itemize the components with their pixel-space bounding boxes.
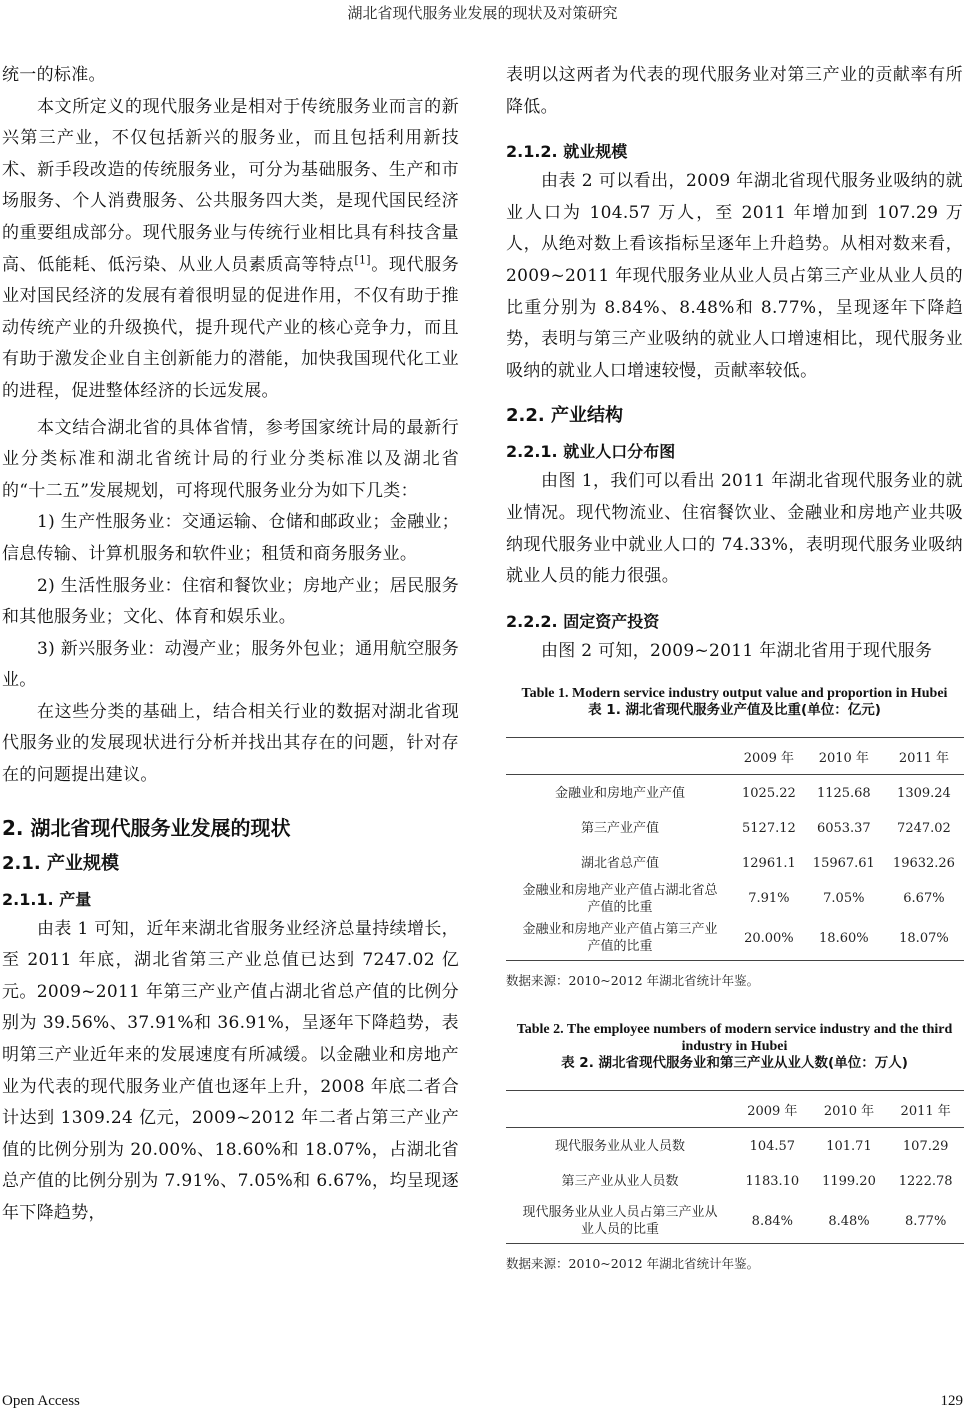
subsection-heading: 2.1. 产业规模 (2, 852, 119, 874)
row-label: 第三产业从业人员数 (561, 1174, 679, 1190)
table-cell: 7.91% (748, 891, 790, 907)
paragraph-employment: 由表 2 可以看出，2009 年湖北省现代服务业吸纳的就业人口为 104.57 万人，至 2011 年增加到 107.29 万人，从绝对数上看该指标呈逐年上升趋势。从相对数来看，2009~2011 年现代服务业从业人员占第三产业从业人员的比重分别为 8.84%、8.48%和 8.77%，呈现逐年下降趋势，表明与第三产业吸纳的就业人口增速相比，现代服务业吸纳的就业人口增速较慢，贡献率较低。 (506, 171, 963, 381)
subsubsection-heading: 2.2.2. 固定资产投资 (506, 611, 660, 631)
table2-caption-zh: 表 2. 湖北省现代服务业和第三产业从业人数(单位：万人) (561, 1055, 908, 1072)
row-label: 金融业和房地产业产值占第三产业产值的比重 (506, 916, 734, 961)
table1-caption (506, 685, 963, 719)
row-label: 湖北省总产值 (580, 856, 659, 872)
table2-caption-en: Table 2. The employee numbers of modern service industry and the third industry in Hubei (516, 1022, 953, 1055)
row-label: 现代服务业从业人员占第三产业从业人员的比重 (506, 1199, 734, 1244)
table1-header-cell: 2011 年 (884, 738, 964, 775)
row-label: 金融业和房地产业产值 (554, 786, 685, 802)
paragraph-definition (2, 92, 459, 408)
table1-caption-en: Table 1. Modern service industry output value and proportion in Hubei (521, 686, 948, 702)
journal-footer: Open Access (2, 1393, 80, 1409)
table-cell: 20.00% (734, 916, 804, 961)
paragraph: 在这些分类的基础上，结合相关行业的数据对湖北省现代服务业的发展现状进行分析并找出其存在的问题，针对存在的问题提出建议。 (2, 701, 459, 786)
paragraph-output: 由表 1 可知，近年来湖北省服务业经济总量持续增长，至 2011 年底，湖北省第三产业总值已达到 7247.02 亿元。2009~2011 年第三产业产值占湖北省总产值的比例分别为 39.56%、37.91%和 36.91%，呈逐年下降趋势，表明第三产业近年来的发展速度有所减缓。以金融业和房地产业为代表的现代服务业产值也逐年上升，2008 年底二者合计达到 1309.24 亿元，2009~2012 年二者占第三产业产值的比例分别为 20.00%、18.60%和 18.07%，占湖北省总产值的比例分别为 7.91%、7.05%和 6.67%，均呈现逐年下降趋势， (2, 918, 459, 1223)
paragraph-text: 本文所定义的现代服务业是相对于传统服务业而言的新兴第三产业，不仅包括新兴的服务业，而且包括利用新技术、新手段改造的传统服务业，可分为基础服务、生产和市场服务、个人消费服务、公共服务四大类，是现代国民经济的重要组成部分。现代服务业与传统行业相比具有科技含量高、低能耗、低污染、从业人员素质高等特点 (2, 96, 459, 275)
table-row (506, 916, 964, 961)
table-row (506, 1199, 964, 1244)
paragraph: 统一的标准。 (2, 65, 106, 85)
table-cell: 1125.68 (816, 786, 871, 802)
subsubsection-heading: 2.2.1. 就业人口分布图 (506, 442, 676, 462)
table-cell: 101.71 (826, 1139, 872, 1155)
table-cell: 8.84% (734, 1199, 811, 1244)
table-cell: 1309.24 (897, 786, 951, 802)
table2-source: 数据来源：2010~2012 年湖北省统计年鉴。 (506, 1256, 760, 1272)
table-cell: 1199.20 (822, 1174, 876, 1190)
table-row (506, 1128, 964, 1165)
right-column (506, 60, 963, 1272)
table2-header-cell: 2010 年 (811, 1091, 888, 1128)
table1-header-cell (506, 738, 734, 775)
paragraph-distribution: 由图 1，我们可以看出 2011 年湖北省现代服务业的就业情况。现代物流业、住宿餐饮业、金融业和房地产业共吸纳现代服务业中就业人口的 74.33%，表明现代服务业吸纳就业人员的能力很强。 (506, 471, 963, 587)
table-cell: 104.57 (749, 1139, 796, 1155)
paragraph-investment: 由图 2 可知，2009~2011 年湖北省用于现代服务 (541, 640, 933, 661)
list-item: 2) 生活性服务业：住宿和餐饮业；房地产业；居民服务和其他服务业；文化、体育和娱乐业。 (2, 575, 459, 628)
table-cell: 18.07% (884, 916, 964, 961)
table1-source: 数据来源：2010~2012 年湖北省统计年鉴。 (506, 973, 760, 989)
table1-header-cell: 2010 年 (804, 738, 884, 775)
table2 (506, 1090, 964, 1244)
table-row (506, 881, 964, 916)
table-row (506, 1164, 964, 1199)
left-column (2, 60, 459, 1230)
table1-caption-zh: 表 1. 湖北省现代服务业产值及比重(单位：亿元) (588, 702, 881, 719)
table2-header-row (506, 1091, 964, 1128)
subsubsection-heading: 2.1.1. 产量 (2, 889, 92, 909)
table2-header-cell: 2009 年 (734, 1091, 811, 1128)
table-row (506, 811, 964, 846)
table-cell: 1025.22 (742, 786, 796, 802)
table-cell: 8.77% (887, 1199, 964, 1244)
paragraph-classification: 本文结合湖北省的具体省情，参考国家统计局的最新行业分类标准和湖北省统计局的行业分类标准以及湖北省的“十二五”发展规划，可将现代服务业分为如下几类： (2, 417, 459, 501)
paragraph-text: 。现代服务业对国民经济的发展有着很明显的促进作用，不仅有助于推动传统产业的升级换代，提升现代产业的核心竞争力，而且有助于激发企业自主创新能力的潜能，加快我国现代化工业的进程，促进整体经济的长远发展。 (2, 254, 460, 401)
running-title: 湖北省现代服务业发展的现状及对策研究 (347, 4, 618, 22)
citation-ref[interactable]: [1] (354, 252, 371, 266)
table1-header-row (506, 738, 964, 775)
page-number: 129 (940, 1393, 963, 1409)
table2-header-cell: 2011 年 (887, 1091, 964, 1128)
table-cell: 15967.61 (812, 856, 875, 872)
subsection-heading: 2.2. 产业结构 (506, 405, 623, 427)
table-cell: 8.48% (811, 1199, 888, 1244)
paragraph: 表明以这两者为代表的现代服务业对第三产业的贡献率有所降低。 (506, 65, 963, 117)
table-cell: 19632.26 (892, 856, 955, 872)
table-row (506, 846, 964, 881)
table-cell: 1222.78 (898, 1174, 953, 1190)
table-cell: 12961.1 (742, 856, 796, 872)
table1-header-cell: 2009 年 (734, 738, 804, 775)
table-cell: 1183.10 (745, 1174, 800, 1190)
table1 (506, 737, 964, 961)
row-label: 现代服务业从业人员数 (554, 1139, 685, 1155)
table-cell: 7.05% (823, 891, 865, 907)
subsubsection-heading: 2.1.2. 就业规模 (506, 142, 628, 162)
table-cell: 7247.02 (897, 821, 951, 837)
table2-caption (506, 1021, 963, 1072)
table-cell: 107.29 (902, 1139, 949, 1155)
table2-header-cell (506, 1091, 734, 1128)
table-cell: 6.67% (903, 891, 945, 907)
table-cell: 5127.12 (742, 821, 796, 837)
table-row (506, 775, 964, 812)
section-heading: 2. 湖北省现代服务业发展的现状 (2, 815, 291, 840)
list-item: 3) 新兴服务业：动漫产业；服务外包业；通用航空服务业。 (2, 638, 459, 691)
list-item: 1) 生产性服务业：交通运输、仓储和邮政业；金融业；信息传输、计算机服务和软件业；租赁和商务服务业。 (2, 512, 459, 564)
row-label: 第三产业产值 (580, 821, 659, 837)
row-label: 金融业和房地产业产值占湖北省总产值的比重 (522, 882, 718, 915)
table-cell: 6053.37 (816, 821, 871, 837)
table-cell: 18.60% (804, 916, 884, 961)
